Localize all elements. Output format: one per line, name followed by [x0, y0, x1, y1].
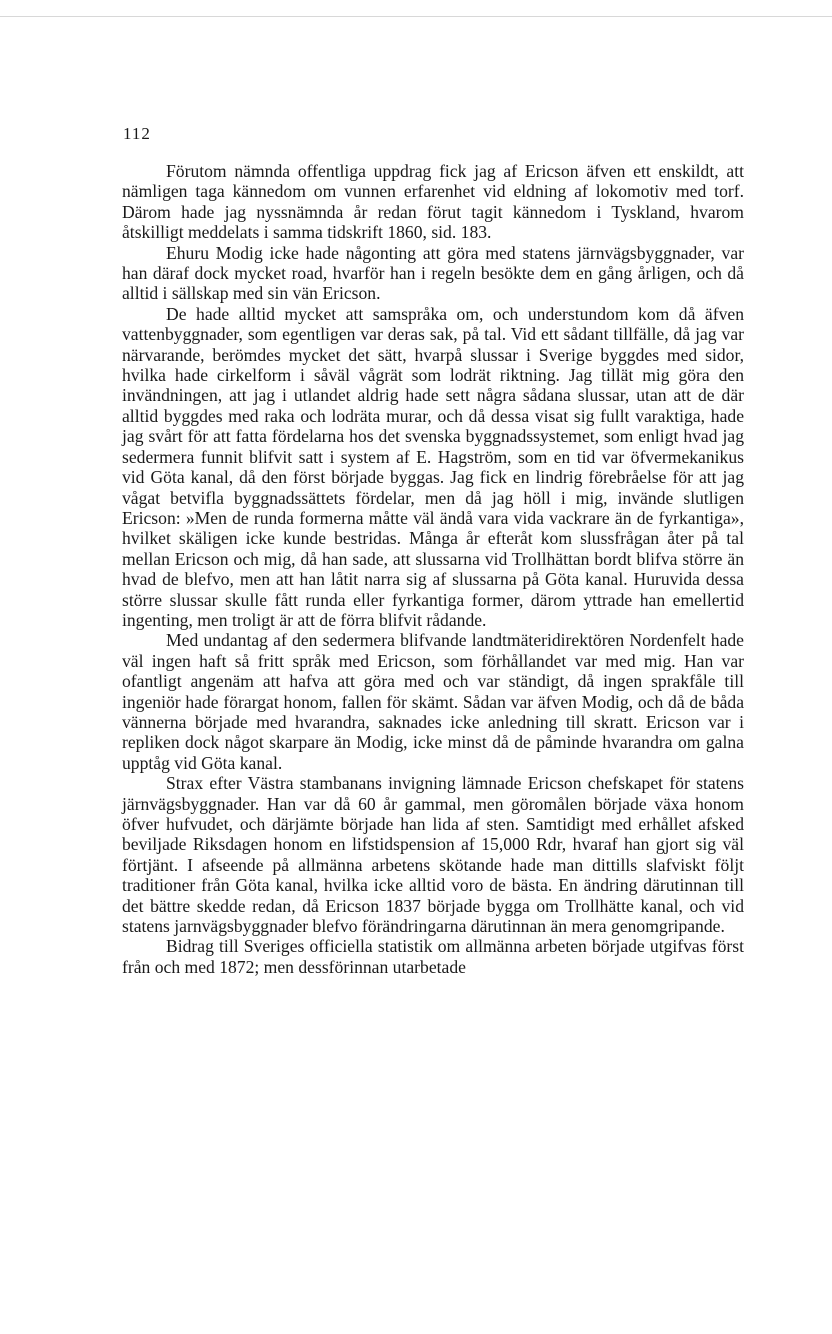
top-edge-rule — [0, 16, 832, 17]
paragraph: Ehuru Modig icke hade någonting att göra med statens järnvägsbyggnader, var han däraf dock mycket road, hvarför han i regeln besökte dem en gång årligen, och då alltid i sällskap med sin vän Ericson. — [122, 242, 744, 304]
paragraph: De hade alltid mycket att samspråka om, och understundom kom då äfven vattenbyggnader, som egentligen var deras sak, på tal. Vid ett sådant tillfälle, då jag var närvarande, berömdes mycket det sätt, hvarpå slussar i Sverige byggdes med sidor, hvilka hade cirkelform i såväl vågrät som lodrät riktning. Jag tillät mig göra den invändningen, att jag i utlandet aldrig hade sett några sådana slussar, utan att de där alltid byggdes med raka och lodräta murar, och då dessa visat sig fullt varaktiga, hade jag svårt för att fatta fördelarna hos det svenska byggnadssystemet, som enligt hvad jag sedermera funnit blifvit satt i system af E. Hagström, som en tid var öfvermekanikus vid Göta kanal, då den först började byggas. Jag fick en lindrig förebråelse för att jag vågat betvifla byggnadssättets fördelar, men då jag höll i mig, invände slutligen Ericson: »Men de runda formerna måtte väl ändå vara vida vackrare än de fyrkantiga», hvilket skäligen icke kunde bestridas. Många år efteråt kom slussfrågan åter på tal mellan Ericson och mig, då han sade, att slussarna vid Trollhättan bordt blifva större än hvad de blefvo, men att han låtit narra sig af slussarna på Göta kanal. Huruvida dessa större slussar skulle fått runda eller fyrkantiga former, därom yttrade han emellertid ingenting, men troligt är att de förra blifvit rådande. — [122, 303, 744, 630]
page-number: 112 — [123, 124, 151, 143]
paragraph: Med undantag af den sedermera blifvande landtmäteridirektören Nordenfelt hade väl ingen haft så fritt språk med Ericson, som förhållandet var med mig. Han var ofantligt angenäm att hafva att göra med och var ständigt, då ingen sprakfåle till ingeniör hade förargat honom, fallen för skämt. Sådan var äfven Modig, och då de båda vännerna började med hvarandra, saknades icke anledning till skratt. Ericson var i repliken dock något skarpare än Modig, icke minst då de påminde hvarandra om galna upptåg vid Göta kanal. — [122, 630, 744, 773]
paragraph: Strax efter Västra stambanans invigning lämnade Ericson chefskapet för statens järnvägsbyggnader. Han var då 60 år gammal, men göromålen började växa honom öfver hufvudet, och därjämte började han lida af sten. Samtidigt med erhållet afsked beviljade Riksdagen honom en lifstidspension af 15,000 Rdr, hvaraf han gjort sig väl förtjänt. I afseende på allmänna arbetens skötande hade man dittills slafviskt följt traditioner från Göta kanal, hvilka icke alltid voro de bästa. En ändring därutinnan till det bättre skedde redan, då Ericson 1837 började bygga om Trollhätte kanal, och vid statens jarnvägsbyggnader blefvo förändringarna därutinnan än mera genomgripande. — [122, 773, 744, 937]
paragraph: Förutom nämnda offentliga uppdrag fick jag af Ericson äfven ett enskildt, att nämligen taga kännedom om vunnen erfarenhet vid eldning af lokomotiv med torf. Därom hade jag nyssnämnda år redan förut tagit kännedom i Tyskland, hvarom åtskilligt meddelats i samma tidskrift 1860, sid. 183. — [122, 161, 744, 243]
paragraph: Bidrag till Sveriges officiella statistik om allmänna arbeten började utgifvas först från och med 1872; men dessförinnan utarbetade — [122, 936, 744, 977]
body-text — [122, 161, 744, 977]
